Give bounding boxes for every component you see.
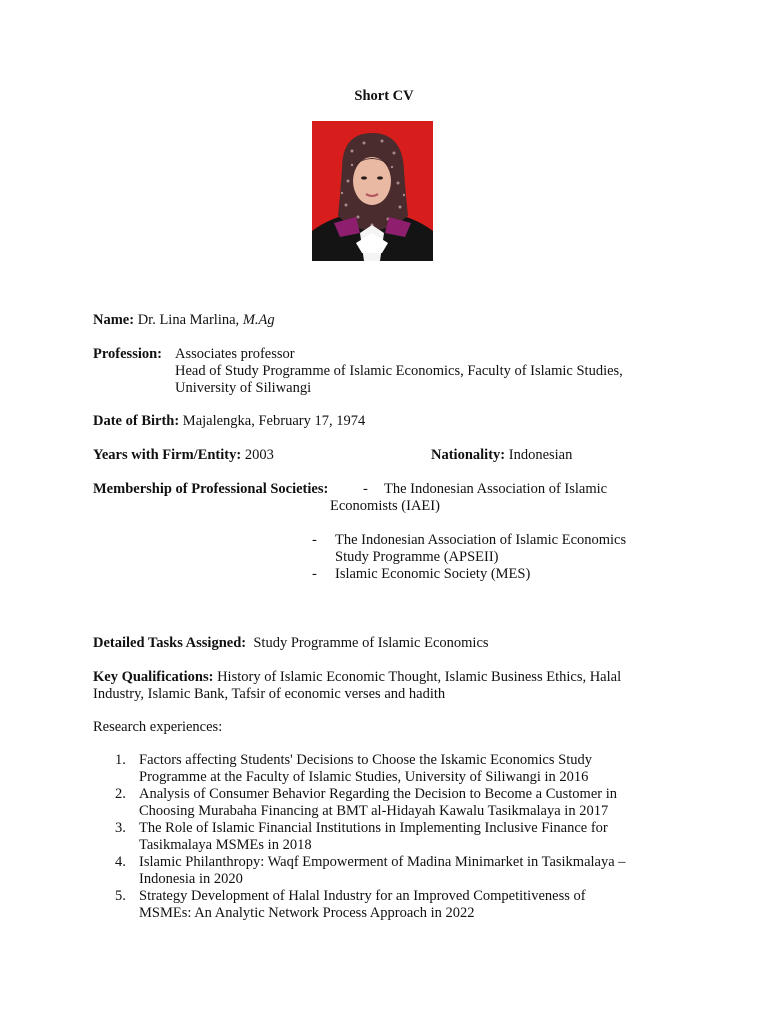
membership-item-2-line-2: Study Programme (APSEII) xyxy=(335,549,499,565)
list-item: 5. Strategy Development of Halal Industry for an Improved Competitiveness of MSMEs: An Analytic Network Process Approach in 2022 xyxy=(115,888,586,921)
research-heading: Research experiences: xyxy=(93,719,223,735)
membership-label: Membership of Professional Societies: xyxy=(93,481,329,497)
list-item-number: 3. xyxy=(115,820,126,836)
qualifications-label: Key Qualifications: xyxy=(93,669,214,685)
list-item-number: 1. xyxy=(115,752,126,768)
document-title: Short CV xyxy=(354,88,414,104)
years-row xyxy=(93,447,274,464)
years-value: 2003 xyxy=(244,447,274,463)
membership-dash-3: - xyxy=(312,566,317,582)
profession-line-2: Head of Study Programme of Islamic Economics, Faculty of Islamic Studies, xyxy=(175,363,623,379)
profile-photo xyxy=(312,121,433,261)
membership-item-1-line-1: The Indonesian Association of Islamic xyxy=(384,481,608,497)
list-item-number: 5. xyxy=(115,888,126,904)
membership-item-2-line-1: The Indonesian Association of Islamic Economics xyxy=(335,532,627,548)
profession-label: Profession: xyxy=(93,346,163,362)
qualifications-line-2: Industry, Islamic Bank, Tafsir of economic verses and hadith xyxy=(93,686,446,702)
membership-item-1-line-2: Economists (IAEI) xyxy=(330,498,440,514)
tasks-label: Detailed Tasks Assigned: xyxy=(93,635,247,651)
qualifications-line-1: Key Qualifications: History of Islamic Economic Thought, Islamic Business Ethics, Halal xyxy=(93,669,622,685)
nationality-row xyxy=(431,447,572,464)
name-value: Dr. Lina Marlina, xyxy=(137,312,240,328)
years-label: Years with Firm/Entity: xyxy=(93,447,242,463)
list-item: 2. Analysis of Consumer Behavior Regarding the Decision to Become a Customer in Choosing Murabaha Financing at BMT al-Hidayah Kawalu Tasikmalaya in 2017 xyxy=(115,786,618,819)
research-list xyxy=(93,752,673,922)
list-item: 4. Islamic Philanthropy: Waqf Empowerment of Madina Minimarket in Tasikmalaya – Indonesia in 2020 xyxy=(115,854,626,887)
nationality-label: Nationality: xyxy=(431,447,506,463)
name-suffix: M.Ag xyxy=(242,312,275,328)
birth-row xyxy=(93,413,365,430)
tasks-row xyxy=(93,635,489,652)
membership-dash-2: - xyxy=(312,532,317,548)
portrait-image xyxy=(312,121,433,261)
list-item: 3. The Role of Islamic Financial Institutions in Implementing Inclusive Finance for Tasikmalaya MSMEs in 2018 xyxy=(115,820,608,853)
tasks-value: Study Programme of Islamic Economics xyxy=(253,635,489,651)
name-row xyxy=(93,312,275,329)
list-item-number: 2. xyxy=(115,786,126,802)
membership-dash-1: - xyxy=(363,481,368,497)
list-item-number: 4. xyxy=(115,854,126,870)
birth-value: Majalengka, February 17, 1974 xyxy=(182,413,366,429)
profession-line-3: University of Siliwangi xyxy=(175,380,312,396)
profession-line-1: Associates professor xyxy=(175,346,295,362)
nationality-value: Indonesian xyxy=(508,447,573,463)
list-item: 1. Factors affecting Students' Decisions to Choose the Iskamic Economics Study Programme at the Faculty of Islamic Studies, University of Siliwangi in 2016 xyxy=(115,752,592,785)
membership-item-3-line-1: Islamic Economic Society (MES) xyxy=(335,566,531,582)
name-label: Name: xyxy=(93,312,135,328)
birth-label: Date of Birth: xyxy=(93,413,180,429)
